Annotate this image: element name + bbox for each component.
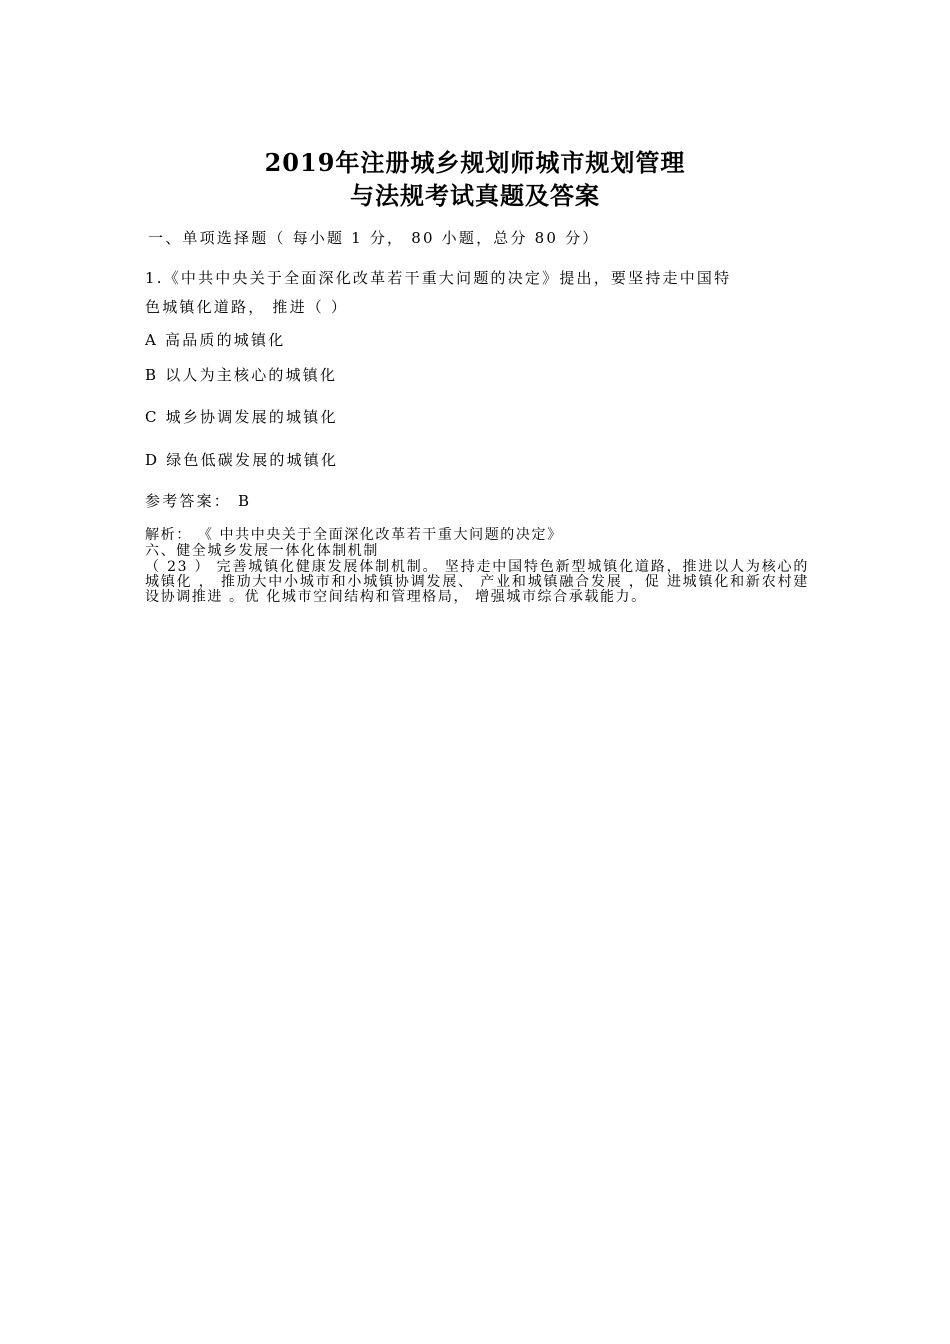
analysis-subheading: 六、健全城乡发展一体化体制机制 bbox=[145, 543, 379, 559]
option-a: A 高品质的城镇化 bbox=[145, 331, 286, 349]
document-title-line-1: 2019年注册城乡规划师城市规划管理 bbox=[264, 148, 686, 177]
question-stem-line-1: 1.《中共中央关于全面深化改革若干重大问题的决定》提出，要坚持走中国特 bbox=[145, 269, 732, 287]
analysis-heading: 解析： 《 中共中央关于全面深化改革若干重大问题的决定》 bbox=[145, 527, 563, 543]
option-b: B 以人为主核心的城镇化 bbox=[145, 366, 338, 384]
question-stem-line-2: 色城镇化道路， 推进（ ） bbox=[145, 298, 349, 316]
option-c: C 城乡协调发展的城镇化 bbox=[145, 408, 338, 426]
section-heading: 一、单项选择题（ 每小题 1 分， 80 小题，总分 80 分） bbox=[148, 229, 600, 247]
document-title-line-2: 与法规考试真题及答案 bbox=[350, 181, 600, 210]
analysis-body: （ 23 ） 完善城镇化健康发展体制机制。 坚持走中国特色新型城镇化道路，推进以人为核心的城镇化 ， 推劢大中小城市和小城镇协调发展、 产业和城镇融合发展 ，促 进城镇化和新农村建设协调推进 。优 化城市空间结构和管理格局， 增强城市综合承载能力。 bbox=[145, 559, 809, 605]
option-d: D 绿色低碳发展的城镇化 bbox=[145, 451, 339, 469]
answer-line: 参考答案： B bbox=[145, 492, 252, 510]
